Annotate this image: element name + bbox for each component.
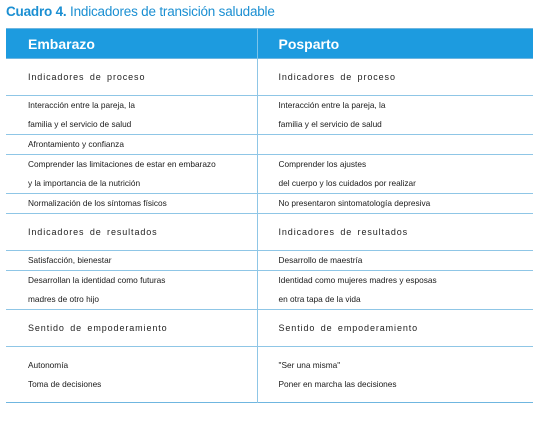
cell-embarazo <box>6 155 257 194</box>
table-row <box>6 155 533 194</box>
cell-embarazo <box>6 310 257 347</box>
section-label: Indicadores de resultados <box>278 226 409 237</box>
cell-text: en otra tapa de la vida <box>278 294 361 304</box>
table-row <box>6 271 533 310</box>
cell-posparto <box>257 155 533 194</box>
cell-posparto <box>257 310 533 347</box>
cell-text: Satisfacción, bienestar <box>28 255 112 265</box>
cell-text: Identidad como mujeres madres y esposas <box>278 275 437 285</box>
cell-posparto <box>257 347 533 403</box>
cell-text: "Ser una misma" <box>278 359 341 370</box>
cell-text: Autonomía <box>28 359 69 370</box>
cell-posparto <box>257 194 533 214</box>
cell-embarazo <box>6 271 257 310</box>
table-row <box>6 135 533 155</box>
column-header-embarazo: Embarazo <box>6 29 257 59</box>
cell-text: familia y el servicio de salud <box>28 119 132 129</box>
cell-text: Afrontamiento y confianza <box>28 139 124 149</box>
cell-text: Toma de decisiones <box>28 378 102 389</box>
section-label: Indicadores de proceso <box>278 71 396 82</box>
cell-embarazo <box>6 135 257 155</box>
caption-number: Cuadro 4. <box>6 4 67 19</box>
section-row <box>6 59 533 96</box>
cell-embarazo <box>6 214 257 251</box>
section-row <box>6 310 533 347</box>
cell-text: familia y el servicio de salud <box>278 119 382 129</box>
cell-text: Interacción entre la pareja, la <box>28 100 136 110</box>
section-label: Sentido de empoderamiento <box>28 322 168 333</box>
cell-posparto <box>257 251 533 271</box>
cell-text: Poner en marcha las decisiones <box>278 378 397 389</box>
cell-embarazo <box>6 194 257 214</box>
cell-text: Desarrollo de maestría <box>278 255 363 265</box>
cell-text: y la importancia de la nutrición <box>28 178 141 188</box>
table-header-row <box>6 29 533 59</box>
table-row <box>6 251 533 271</box>
table-row <box>6 194 533 214</box>
cell-text: No presentaron sintomatología depresiva <box>278 198 431 208</box>
section-label: Indicadores de proceso <box>28 71 146 82</box>
caption-text: Indicadores de transición saludable <box>70 4 275 19</box>
section-label: Indicadores de resultados <box>28 226 158 237</box>
cell-posparto <box>257 135 533 155</box>
cell-text: Normalización de los síntomas físicos <box>28 198 167 208</box>
cell-embarazo <box>6 251 257 271</box>
table-caption <box>6 4 275 19</box>
cell-posparto <box>257 96 533 135</box>
cell-embarazo <box>6 96 257 135</box>
cell-text: madres de otro hijo <box>28 294 100 304</box>
table-row <box>6 96 533 135</box>
cell-text: Comprender las limitaciones de estar en embarazo <box>28 159 216 169</box>
cell-text: del cuerpo y los cuidados por realizar <box>278 178 416 188</box>
cell-posparto <box>257 214 533 251</box>
cell-posparto <box>257 271 533 310</box>
section-label: Sentido de empoderamiento <box>278 322 419 333</box>
table-row <box>6 347 533 403</box>
indicators-table <box>6 28 533 403</box>
column-header-posparto: Posparto <box>257 29 533 59</box>
cell-text: Desarrollan la identidad como futuras <box>28 275 166 285</box>
cell-posparto <box>257 59 533 96</box>
cell-text: Comprender los ajustes <box>278 159 367 169</box>
cell-text: Interacción entre la pareja, la <box>278 100 386 110</box>
table-body <box>6 59 533 403</box>
section-row <box>6 214 533 251</box>
cell-embarazo <box>6 347 257 403</box>
cell-embarazo <box>6 59 257 96</box>
